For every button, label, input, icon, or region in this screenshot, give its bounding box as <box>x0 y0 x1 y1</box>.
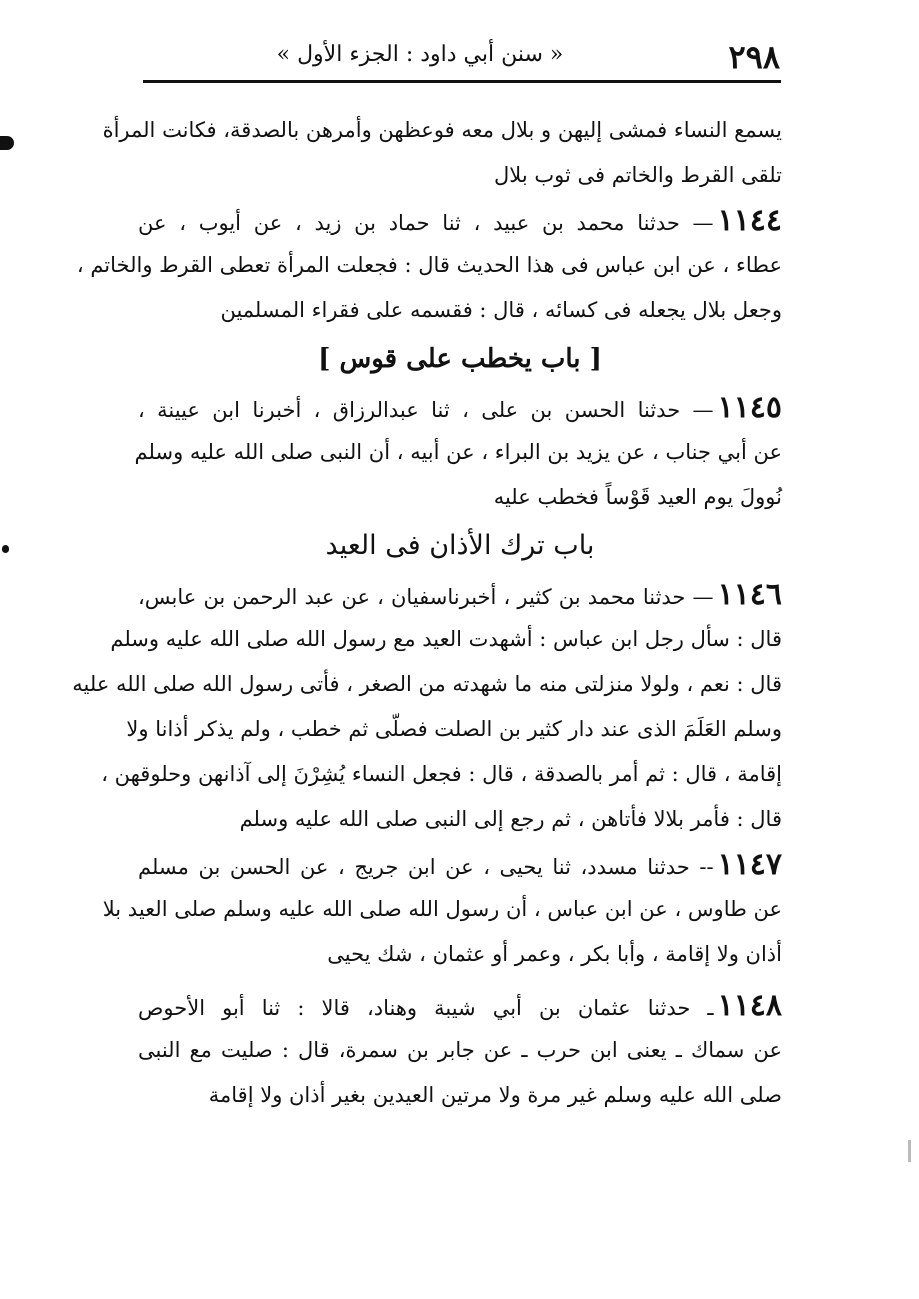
text-line: قال : سأل رجل ابن عباس : أشهدت العيد مع رسول الله صلى الله عليه وسلم <box>110 627 782 651</box>
hadith-number: ١١٤٤ <box>717 203 782 238</box>
text-line: عن طاوس ، عن ابن عباس ، أن رسول الله صلى الله عليه وسلم صلى العيد بلا <box>102 897 782 921</box>
text-segment: — حدثنا الحسن بن على ، ثنا عبدالرزاق ، أخبرنا ابن عيينة ، <box>138 398 714 422</box>
hadith-1145-line-1 <box>138 385 782 430</box>
hadith-1144-line-1 <box>138 198 782 243</box>
chapter-heading: [ باب يخطب على قوس ] <box>318 344 602 374</box>
header-rule <box>143 80 781 83</box>
text-line: وسلم العَلَمَ الذى عند دار كثير بن الصلت فصلّى ثم خطب ، ولم يذكر أذانا ولا <box>126 717 782 741</box>
scan-edge-mark <box>2 545 9 553</box>
text-line: عطاء ، عن ابن عباس فى هذا الحديث قال : فجعلت المرأة تعطى القرط والخاتم ، <box>76 253 782 277</box>
text-line: أذان ولا إقامة ، وأبا بكر ، وعمر أو عثمان ، شك يحيى <box>327 942 782 966</box>
hadith-number: ١١٤٨ <box>717 988 782 1023</box>
text-segment: -- حدثنا مسدد، ثنا يحيى ، عن ابن جريج ، عن الحسن بن مسلم <box>138 855 714 879</box>
text-line: إقامة ، قال : ثم أمر بالصدقة ، قال : فجعل النساء يُشِرْنَ إلى آذانهن وحلوقهن ، <box>101 762 782 786</box>
text-line: قال : فأمر بلالا فأتاهن ، ثم رجع إلى النبى صلى الله عليه وسلم <box>239 807 782 831</box>
text-line: عن أبي جناب ، عن يزيد بن البراء ، عن أبيه ، أن النبى صلى الله عليه وسلم <box>134 440 782 464</box>
text-line: تلقى القرط والخاتم فى ثوب بلال <box>494 163 782 187</box>
text-line: وجعل بلال يجعله فى كسائه ، قال : فقسمه على فقراء المسلمين <box>220 298 782 322</box>
text-segment: — حدثنا محمد بن كثير ، أخبرناسفيان ، عن عبد الرحمن بن عابس، <box>138 585 714 609</box>
text-body <box>72 108 782 1118</box>
hadith-1146-line-1 <box>138 572 782 617</box>
hadith-number: ١١٤٧ <box>717 847 782 882</box>
running-head: « سنن أبي داود : الجزء الأول » <box>276 42 564 67</box>
text-segment: ـ حدثنا عثمان بن أبي شيبة وهناد، قالا : ثنا أبو الأحوص <box>138 996 714 1020</box>
scan-edge-mark <box>908 1140 911 1162</box>
text-segment: — حدثنا محمد بن عبيد ، ثنا حماد بن زيد ، عن أيوب ، عن <box>138 211 714 235</box>
hadith-1148-line-1 <box>138 983 782 1028</box>
text-line: قال : نعم ، ولولا منزلتى منه ما شهدته من الصغر ، فأتى رسول الله صلى الله عليه <box>72 672 782 696</box>
text-line: عن سماك ـ يعنى ابن حرب ـ عن جابر بن سمرة، قال : صليت مع النبى <box>138 1038 782 1062</box>
hadith-1147-line-1 <box>138 842 782 887</box>
hadith-number: ١١٤٥ <box>717 390 782 425</box>
hadith-number: ١١٤٦ <box>717 577 782 612</box>
page-number: ٢٩٨ <box>728 38 780 76</box>
text-line: نُوولَ يوم العيد قَوْساً فخطب عليه <box>493 485 782 509</box>
text-line: صلى الله عليه وسلم غير مرة ولا مرتين العيدين بغير أذان ولا إقامة <box>208 1083 782 1107</box>
scan-edge-mark <box>0 136 14 150</box>
chapter-heading: باب ترك الأذان فى العيد <box>325 530 595 561</box>
text-line: يسمع النساء فمشى إليهن و بلال معه فوعظهن وأمرهن بالصدقة، فكانت المرأة <box>102 118 782 142</box>
page-header <box>140 38 780 78</box>
